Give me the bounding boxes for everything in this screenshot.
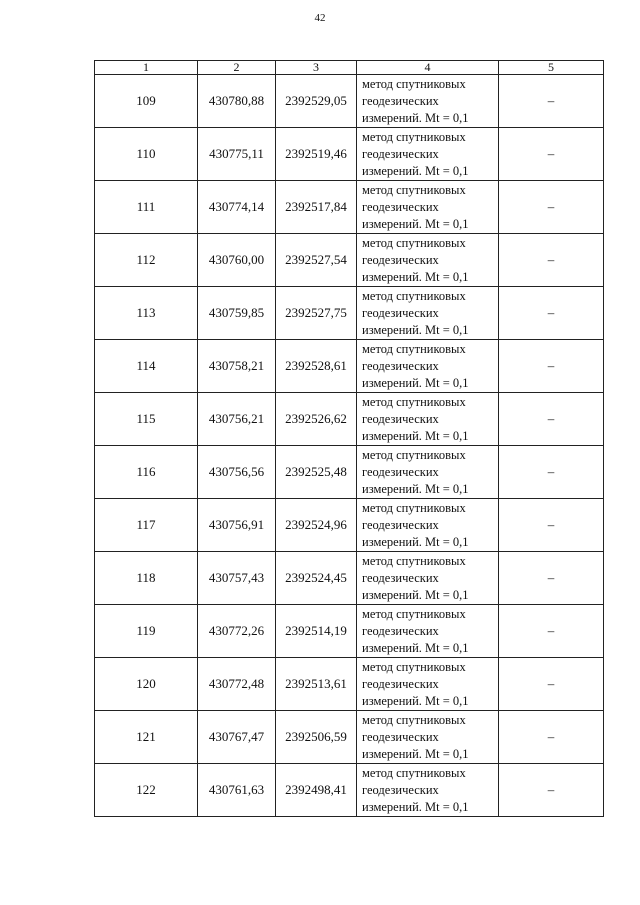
- cell-y-coordinate: 2392525,48: [276, 446, 357, 499]
- cell-x-coordinate: 430759,85: [198, 287, 276, 340]
- cell-x-coordinate: 430757,43: [198, 552, 276, 605]
- cell-method: [357, 287, 499, 340]
- method-line: измерений. Mt = 0,1: [362, 216, 469, 231]
- cell-x-coordinate: 430772,26: [198, 605, 276, 658]
- table-row: [95, 128, 604, 181]
- cell-x-coordinate: 430756,21: [198, 393, 276, 446]
- method-line: измерений. Mt = 0,1: [362, 640, 469, 655]
- cell-method: [357, 764, 499, 817]
- cell-x-coordinate: 430774,14: [198, 181, 276, 234]
- cell-point-number: 118: [95, 552, 198, 605]
- method-line: геодезических: [362, 305, 439, 320]
- cell-method: [357, 128, 499, 181]
- table-row: [95, 711, 604, 764]
- method-line: метод спутниковых: [362, 765, 466, 780]
- cell-y-coordinate: 2392529,05: [276, 75, 357, 128]
- cell-y-coordinate: 2392528,61: [276, 340, 357, 393]
- table-row: [95, 75, 604, 128]
- cell-method: [357, 181, 499, 234]
- cell-point-number: 110: [95, 128, 198, 181]
- cell-note: –: [499, 128, 604, 181]
- cell-method: [357, 446, 499, 499]
- table-row: [95, 181, 604, 234]
- column-header-note: 5: [499, 61, 604, 75]
- table-row: [95, 499, 604, 552]
- cell-x-coordinate: 430756,91: [198, 499, 276, 552]
- method-line: метод спутниковых: [362, 500, 466, 515]
- table-row: [95, 393, 604, 446]
- method-line: метод спутниковых: [362, 288, 466, 303]
- cell-method: [357, 552, 499, 605]
- cell-point-number: 121: [95, 711, 198, 764]
- cell-note: –: [499, 75, 604, 128]
- table-header-row: [95, 61, 604, 75]
- cell-y-coordinate: 2392498,41: [276, 764, 357, 817]
- method-line: геодезических: [362, 411, 439, 426]
- method-line: геодезических: [362, 146, 439, 161]
- cell-note: –: [499, 658, 604, 711]
- cell-x-coordinate: 430756,56: [198, 446, 276, 499]
- cell-method: [357, 234, 499, 287]
- cell-method: [357, 499, 499, 552]
- column-header-method: 4: [357, 61, 499, 75]
- cell-note: –: [499, 605, 604, 658]
- cell-point-number: 115: [95, 393, 198, 446]
- cell-point-number: 116: [95, 446, 198, 499]
- cell-note: –: [499, 340, 604, 393]
- table-row: [95, 234, 604, 287]
- cell-y-coordinate: 2392526,62: [276, 393, 357, 446]
- cell-point-number: 122: [95, 764, 198, 817]
- column-header-y: 3: [276, 61, 357, 75]
- method-line: метод спутниковых: [362, 76, 466, 91]
- cell-note: –: [499, 499, 604, 552]
- cell-y-coordinate: 2392513,61: [276, 658, 357, 711]
- cell-point-number: 111: [95, 181, 198, 234]
- method-line: измерений. Mt = 0,1: [362, 799, 469, 814]
- cell-note: –: [499, 181, 604, 234]
- method-line: измерений. Mt = 0,1: [362, 534, 469, 549]
- method-line: метод спутниковых: [362, 659, 466, 674]
- table-row: [95, 552, 604, 605]
- cell-method: [357, 393, 499, 446]
- table-row: [95, 658, 604, 711]
- cell-note: –: [499, 764, 604, 817]
- table-row: [95, 287, 604, 340]
- cell-x-coordinate: 430767,47: [198, 711, 276, 764]
- cell-point-number: 112: [95, 234, 198, 287]
- method-line: измерений. Mt = 0,1: [362, 110, 469, 125]
- method-line: метод спутниковых: [362, 341, 466, 356]
- method-line: геодезических: [362, 464, 439, 479]
- table-row: [95, 340, 604, 393]
- cell-note: –: [499, 711, 604, 764]
- method-line: метод спутниковых: [362, 553, 466, 568]
- method-line: геодезических: [362, 676, 439, 691]
- cell-note: –: [499, 393, 604, 446]
- table-row: [95, 764, 604, 817]
- method-line: измерений. Mt = 0,1: [362, 375, 469, 390]
- method-line: геодезических: [362, 93, 439, 108]
- cell-note: –: [499, 287, 604, 340]
- page-number: 42: [314, 12, 326, 24]
- cell-x-coordinate: 430772,48: [198, 658, 276, 711]
- table-row: [95, 605, 604, 658]
- cell-y-coordinate: 2392514,19: [276, 605, 357, 658]
- cell-x-coordinate: 430761,63: [198, 764, 276, 817]
- cell-note: –: [499, 234, 604, 287]
- cell-y-coordinate: 2392506,59: [276, 711, 357, 764]
- cell-point-number: 114: [95, 340, 198, 393]
- column-header-point: 1: [95, 61, 198, 75]
- method-line: геодезических: [362, 729, 439, 744]
- method-line: метод спутниковых: [362, 606, 466, 621]
- method-line: метод спутниковых: [362, 129, 466, 144]
- cell-x-coordinate: 430780,88: [198, 75, 276, 128]
- cell-point-number: 109: [95, 75, 198, 128]
- method-line: геодезических: [362, 199, 439, 214]
- method-line: измерений. Mt = 0,1: [362, 322, 469, 337]
- method-line: геодезических: [362, 782, 439, 797]
- method-line: геодезических: [362, 358, 439, 373]
- method-line: метод спутниковых: [362, 712, 466, 727]
- method-line: метод спутниковых: [362, 182, 466, 197]
- cell-y-coordinate: 2392524,96: [276, 499, 357, 552]
- method-line: метод спутниковых: [362, 394, 466, 409]
- cell-y-coordinate: 2392527,75: [276, 287, 357, 340]
- cell-note: –: [499, 446, 604, 499]
- cell-method: [357, 75, 499, 128]
- method-line: измерений. Mt = 0,1: [362, 746, 469, 761]
- cell-method: [357, 658, 499, 711]
- cell-method: [357, 340, 499, 393]
- method-line: метод спутниковых: [362, 447, 466, 462]
- cell-x-coordinate: 430775,11: [198, 128, 276, 181]
- cell-point-number: 120: [95, 658, 198, 711]
- cell-x-coordinate: 430758,21: [198, 340, 276, 393]
- method-line: геодезических: [362, 252, 439, 267]
- method-line: геодезических: [362, 623, 439, 638]
- cell-point-number: 119: [95, 605, 198, 658]
- cell-y-coordinate: 2392524,45: [276, 552, 357, 605]
- method-line: геодезических: [362, 570, 439, 585]
- coordinates-table: [94, 60, 604, 817]
- cell-point-number: 117: [95, 499, 198, 552]
- cell-point-number: 113: [95, 287, 198, 340]
- method-line: измерений. Mt = 0,1: [362, 428, 469, 443]
- method-line: измерений. Mt = 0,1: [362, 481, 469, 496]
- method-line: метод спутниковых: [362, 235, 466, 250]
- method-line: геодезических: [362, 517, 439, 532]
- method-line: измерений. Mt = 0,1: [362, 693, 469, 708]
- cell-note: –: [499, 552, 604, 605]
- cell-method: [357, 711, 499, 764]
- table-body: [95, 75, 604, 817]
- cell-y-coordinate: 2392517,84: [276, 181, 357, 234]
- cell-y-coordinate: 2392519,46: [276, 128, 357, 181]
- method-line: измерений. Mt = 0,1: [362, 163, 469, 178]
- method-line: измерений. Mt = 0,1: [362, 269, 469, 284]
- cell-x-coordinate: 430760,00: [198, 234, 276, 287]
- cell-y-coordinate: 2392527,54: [276, 234, 357, 287]
- method-line: измерений. Mt = 0,1: [362, 587, 469, 602]
- cell-method: [357, 605, 499, 658]
- column-header-x: 2: [198, 61, 276, 75]
- table-row: [95, 446, 604, 499]
